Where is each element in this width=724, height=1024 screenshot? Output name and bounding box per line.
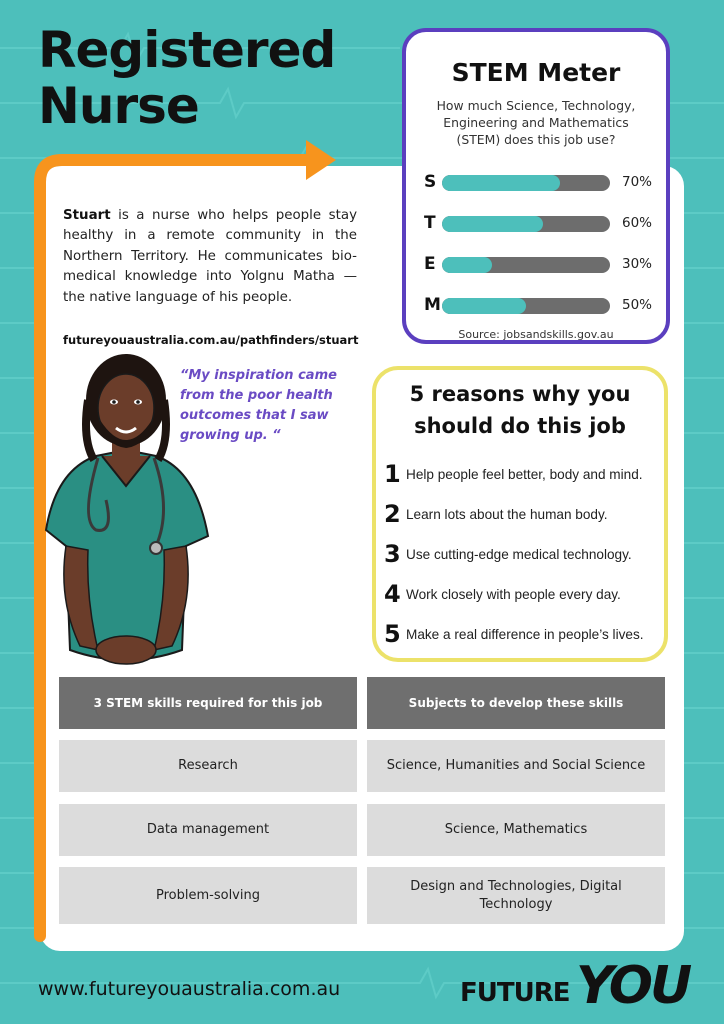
subjects-cell: Science, Humanities and Social Science [367,740,665,792]
reason-item [384,580,664,610]
stem-meter-letter: S [424,172,437,192]
reason-text: Help people feel better, body and mind. [406,467,643,482]
reason-number: 5 [384,620,401,648]
stem-meter-track [442,257,610,273]
skill-cell: Data management [59,804,357,856]
skill-cell: Problem-solving [59,867,357,924]
stem-meter-question: How much Science, Technology, Engineering and Mathematics (STEM) does this job use? [436,98,636,147]
reason-item [384,500,664,530]
page-title-line2: Nurse [38,77,199,135]
stem-meter-percent: 70% [622,174,653,190]
stem-meter-percent: 30% [622,256,653,272]
reason-number: 4 [384,580,401,608]
nurse-portrait-image [36,350,216,678]
quote-text: “My inspiration came from the poor health outcomes that I saw growing up. “ [180,368,337,443]
stem-meter-source: Source: jobsandskills.gov.au [458,328,614,341]
stem-meter-letter: T [424,213,436,233]
stem-meter-track [442,298,610,314]
stem-meter-letter: E [424,254,436,274]
page-title-line1: Registered [38,21,336,79]
reasons-title-line1: 5 reasons why you [409,382,631,406]
reason-number: 3 [384,540,401,568]
stem-meter-letter: M [424,295,441,315]
page-title [38,22,335,134]
stem-meter-row [424,213,654,235]
intro-text: is a nurse who helps people stay healthy in a remote community in the Northern Territory. He communicates bio-medical knowledge into Yolgnu Matha — the native language of his people. [63,208,357,305]
stem-meter-title: STEM Meter [451,58,621,87]
logo-you-text: YOU [576,956,690,1016]
reason-text: Work closely with people every day. [406,587,621,602]
stem-meter-percent: 50% [622,297,653,313]
subjects-header: Subjects to develop these skills [367,677,665,729]
stem-meter-fill [442,298,526,314]
intro-name: Stuart [63,208,111,223]
stem-meter-fill [442,175,560,191]
stem-meter-panel [402,28,670,344]
reason-number: 1 [384,460,401,488]
skill-cell: Research [59,740,357,792]
reasons-panel [372,366,668,662]
reasons-title-line2: should do this job [414,414,626,438]
subjects-cell: Design and Technologies, Digital Technology [367,867,665,924]
logo-future-text: FUTURE [460,978,570,1008]
footer-url[interactable]: www.futureyouaustralia.com.au [38,978,341,1000]
future-you-logo [460,956,700,1016]
reason-text: Learn lots about the human body. [406,507,608,522]
intro-paragraph [63,206,357,308]
stem-meter-row [424,295,654,317]
stem-meter-fill [442,216,543,232]
reason-item [384,460,664,490]
reason-text: Use cutting-edge medical technology. [406,547,632,562]
profile-link[interactable]: futureyouaustralia.com.au/pathfinders/stuart [63,333,359,347]
stem-meter-fill [442,257,492,273]
stem-meter-track [442,175,610,191]
stem-meter-row [424,254,654,276]
skills-header: 3 STEM skills required for this job [59,677,357,729]
reasons-title [376,378,664,442]
reason-item [384,620,664,650]
stem-meter-row [424,172,654,194]
reason-number: 2 [384,500,401,528]
reason-text: Make a real difference in people’s lives. [406,627,644,642]
subjects-cell: Science, Mathematics [367,804,665,856]
reason-item [384,540,664,570]
stem-meter-percent: 60% [622,215,653,231]
stem-meter-track [442,216,610,232]
